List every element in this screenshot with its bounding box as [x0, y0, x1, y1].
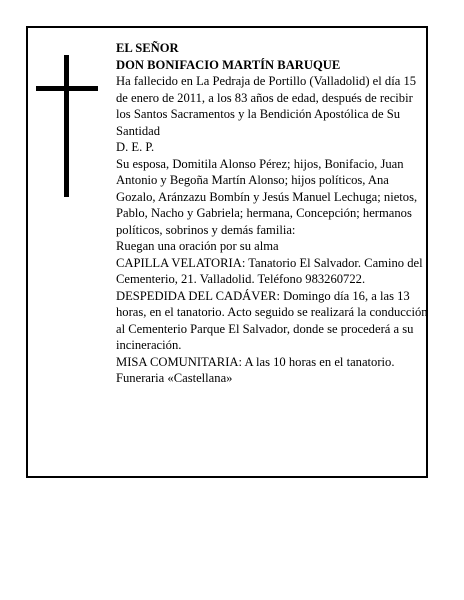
obituary-text	[116, 40, 428, 387]
funeral-home: Funeraria «Castellana»	[116, 371, 233, 385]
rip-line: D. E. P.	[116, 140, 155, 154]
mass-info: MISA COMUNITARIA: A las 10 horas en el tanatorio.	[116, 354, 395, 369]
prayer-request: Ruegan una oración por su alma	[116, 239, 279, 253]
family-list: Su esposa, Domitila Alonso Pérez; hijos, Bonifacio, Juan Antonio y Begoña Martín Alonso; hijos políticos, Ana Gozalo, Aránzazu Bombín y Jesús Manuel Lechuga; nietos, Pablo, Nacho y Gabriela; hermana, Concepción; hermanos políticos, sobrinos y demás familia:	[116, 156, 418, 237]
cross-icon	[36, 55, 100, 197]
death-info: Ha fallecido en La Pedraja de Portillo (Valladolid) el día 15 de enero de 2011, a los 83 años de edad, después de recibir los Santos Sacramentos y la Bendición Apostólica de Su Santidad	[116, 74, 417, 138]
title: EL SEÑOR	[116, 41, 179, 55]
chapel-info: CAPILLA VELATORIA: Tanatorio El Salvador. Camino del Cementerio, 21. Valladolid. Teléfono 983260722.	[116, 255, 423, 286]
cross-vertical-bar	[64, 55, 69, 197]
farewell-info: DESPEDIDA DEL CADÁVER: Domingo día 16, a las 13 horas, en el tanatorio. Acto seguido se realizará la conducción al Cementerio Parque El Salvador, donde se procederá a su incineración.	[116, 288, 428, 352]
cross-horizontal-bar	[36, 86, 98, 91]
deceased-name: DON BONIFACIO MARTÍN BARUQUE	[116, 57, 341, 72]
